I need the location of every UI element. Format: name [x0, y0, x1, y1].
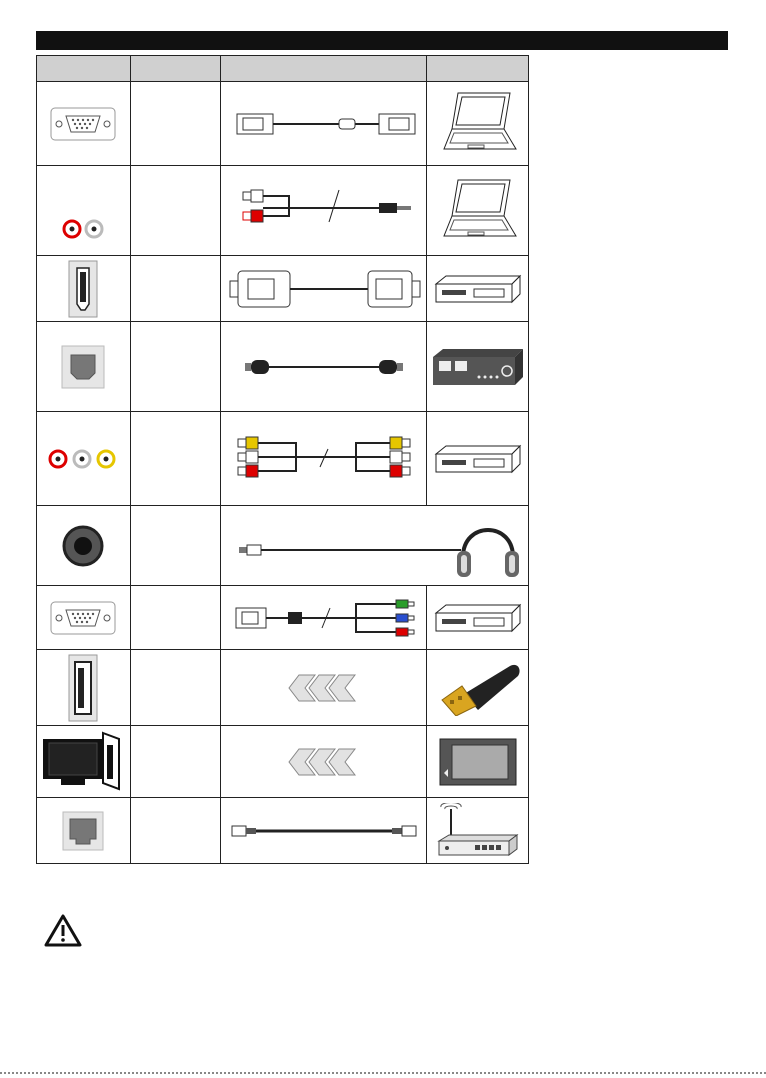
optical-port-icon	[61, 345, 105, 389]
cable-cell	[221, 412, 427, 506]
label-cell	[130, 322, 220, 412]
rca-audio-in-icon	[48, 181, 118, 241]
connector-cell	[37, 322, 131, 412]
header-device	[427, 56, 529, 82]
device-cell	[427, 166, 529, 256]
connector-cell	[37, 798, 131, 864]
label-cell	[130, 256, 220, 322]
cable-cell	[221, 322, 427, 412]
device-cell	[427, 726, 529, 798]
headphone-cable-icon	[221, 511, 521, 581]
hdmi-cable-icon	[226, 263, 422, 315]
label-cell	[130, 412, 220, 506]
device-cell	[427, 256, 529, 322]
cam-module-icon	[438, 737, 518, 787]
table-header-row	[37, 56, 529, 82]
hdmi-port-icon	[68, 260, 98, 318]
connector-cell	[37, 586, 131, 650]
device-cell	[427, 412, 529, 506]
ci-slot-icon	[41, 731, 125, 793]
device-cell	[427, 650, 529, 726]
device-cell	[427, 82, 529, 166]
av-cable-icon	[226, 431, 422, 487]
cable-cell	[221, 256, 427, 322]
table-row	[37, 412, 529, 506]
usb-stick-icon	[434, 660, 522, 716]
header-type	[130, 56, 220, 82]
table-row	[37, 506, 529, 586]
label-cell	[130, 166, 220, 256]
router-icon	[435, 803, 521, 859]
cable-cell	[221, 166, 427, 256]
amplifier-icon	[431, 347, 525, 387]
cable-cell	[221, 650, 427, 726]
connector-cell	[37, 412, 131, 506]
table-row	[37, 798, 529, 864]
label-cell	[130, 798, 220, 864]
label-cell	[130, 82, 220, 166]
vga-cable-icon	[229, 104, 419, 144]
cable-cell	[221, 726, 427, 798]
vga-port-icon	[50, 601, 116, 635]
table-row	[37, 82, 529, 166]
label-cell	[130, 506, 220, 586]
headphones-icon	[457, 530, 519, 577]
table-row	[37, 166, 529, 256]
laptop-icon	[438, 176, 518, 246]
av-ports-icon	[40, 439, 126, 479]
table-row	[37, 256, 529, 322]
label-cell	[130, 726, 220, 798]
cable-cell	[221, 82, 427, 166]
header-connector	[37, 56, 131, 82]
device-cell	[427, 322, 529, 412]
cable-device-cell	[221, 506, 529, 586]
header-cable	[221, 56, 427, 82]
warning-triangle-icon	[43, 913, 83, 949]
headphone-jack-icon	[58, 521, 108, 571]
dvd-player-icon	[434, 444, 522, 474]
device-cell	[427, 798, 529, 864]
table-row	[37, 322, 529, 412]
table-row	[37, 726, 529, 798]
insert-arrows-icon	[279, 673, 369, 703]
laptop-icon	[438, 89, 518, 159]
dvd-player-icon	[434, 603, 522, 633]
section-title-bar	[36, 31, 728, 50]
connector-cell	[37, 506, 131, 586]
vga-to-component-cable-icon	[226, 598, 422, 638]
ethernet-cable-icon	[226, 821, 422, 841]
vga-port-icon	[50, 107, 116, 141]
label-cell	[130, 586, 220, 650]
table-row	[37, 586, 529, 650]
cable-cell	[221, 798, 427, 864]
connector-cell	[37, 256, 131, 322]
connections-table	[36, 55, 529, 864]
ethernet-port-icon	[62, 811, 104, 851]
label-cell	[130, 650, 220, 726]
connector-cell	[37, 166, 131, 256]
cable-cell	[221, 586, 427, 650]
usb-port-icon	[68, 654, 98, 722]
connector-cell	[37, 726, 131, 798]
page-bottom-edge	[0, 1072, 766, 1074]
device-cell	[427, 586, 529, 650]
insert-arrows-icon	[279, 747, 369, 777]
dvd-player-icon	[434, 274, 522, 304]
connector-cell	[37, 82, 131, 166]
table-row	[37, 650, 529, 726]
optical-cable-icon	[229, 355, 419, 379]
rca-to-jack-cable-icon	[229, 186, 419, 236]
connector-cell	[37, 650, 131, 726]
